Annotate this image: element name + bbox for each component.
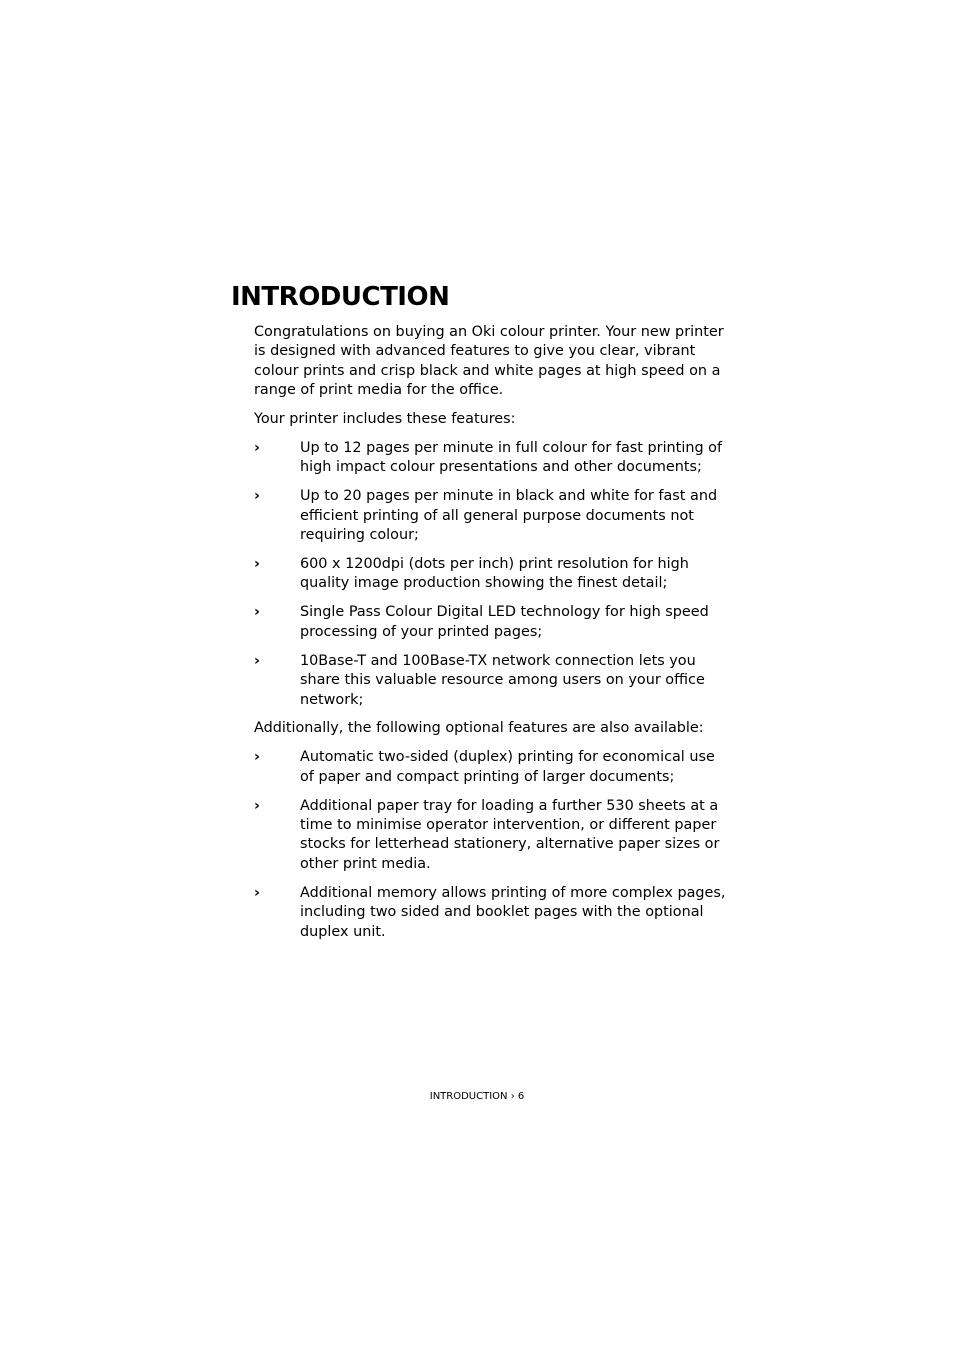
list-item-text: 10Base-T and 100Base-TX network connection lets you share this valuable resource among users on your office network; [300, 652, 705, 708]
list-item [254, 884, 729, 942]
list-item [254, 652, 729, 710]
features-intro: Your printer includes these features: [254, 411, 516, 428]
list-item-text: Automatic two-sided (duplex) printing for economical use of paper and compact printing of larger documents; [300, 749, 715, 785]
list-item [254, 555, 729, 594]
bullet-chevron-icon: › [254, 604, 260, 621]
bullet-chevron-icon: › [254, 797, 260, 814]
bullet-chevron-icon: › [254, 556, 260, 573]
list-item-text: 600 x 1200dpi (dots per inch) print resolution for high quality image production showing the finest detail; [300, 556, 689, 592]
list-item [254, 748, 729, 787]
optional-features-list [254, 748, 729, 942]
list-item-text: Additional memory allows printing of more complex pages, including two sided and booklet pages with the optional duplex unit. [300, 884, 726, 940]
list-item-text: Single Pass Colour Digital LED technology for high speed processing of your printed pages; [300, 604, 709, 640]
list-item [254, 797, 729, 875]
bullet-chevron-icon: › [254, 749, 260, 766]
list-item-text: Up to 20 pages per minute in black and white for fast and efficient printing of all general purpose documents not requiring colour; [300, 488, 718, 544]
features-list [254, 439, 729, 710]
bullet-chevron-icon: › [254, 488, 260, 505]
main-content [254, 323, 729, 951]
intro-paragraph: Congratulations on buying an Oki colour printer. Your new printer is designed with advanced features to give you clear, vibrant colour prints and crisp black and white pages at high speed on a range of print media for the office. [254, 324, 724, 399]
bullet-chevron-icon: › [254, 440, 260, 457]
list-item [254, 603, 729, 642]
list-item [254, 439, 729, 478]
page-footer: INTRODUCTION › 6 [429, 1091, 525, 1102]
list-item-text: Up to 12 pages per minute in full colour for fast printing of high impact colour presentations and other documents; [300, 440, 723, 476]
page-title: INTRODUCTION [231, 282, 450, 312]
optional-intro: Additionally, the following optional features are also available: [254, 720, 704, 737]
list-item-text: Additional paper tray for loading a further 530 sheets at a time to minimise operator intervention, or different paper stocks for letterhead stationery, alternative paper sizes or other print media. [300, 797, 720, 872]
list-item [254, 487, 729, 545]
bullet-chevron-icon: › [254, 884, 260, 901]
bullet-chevron-icon: › [254, 652, 260, 669]
